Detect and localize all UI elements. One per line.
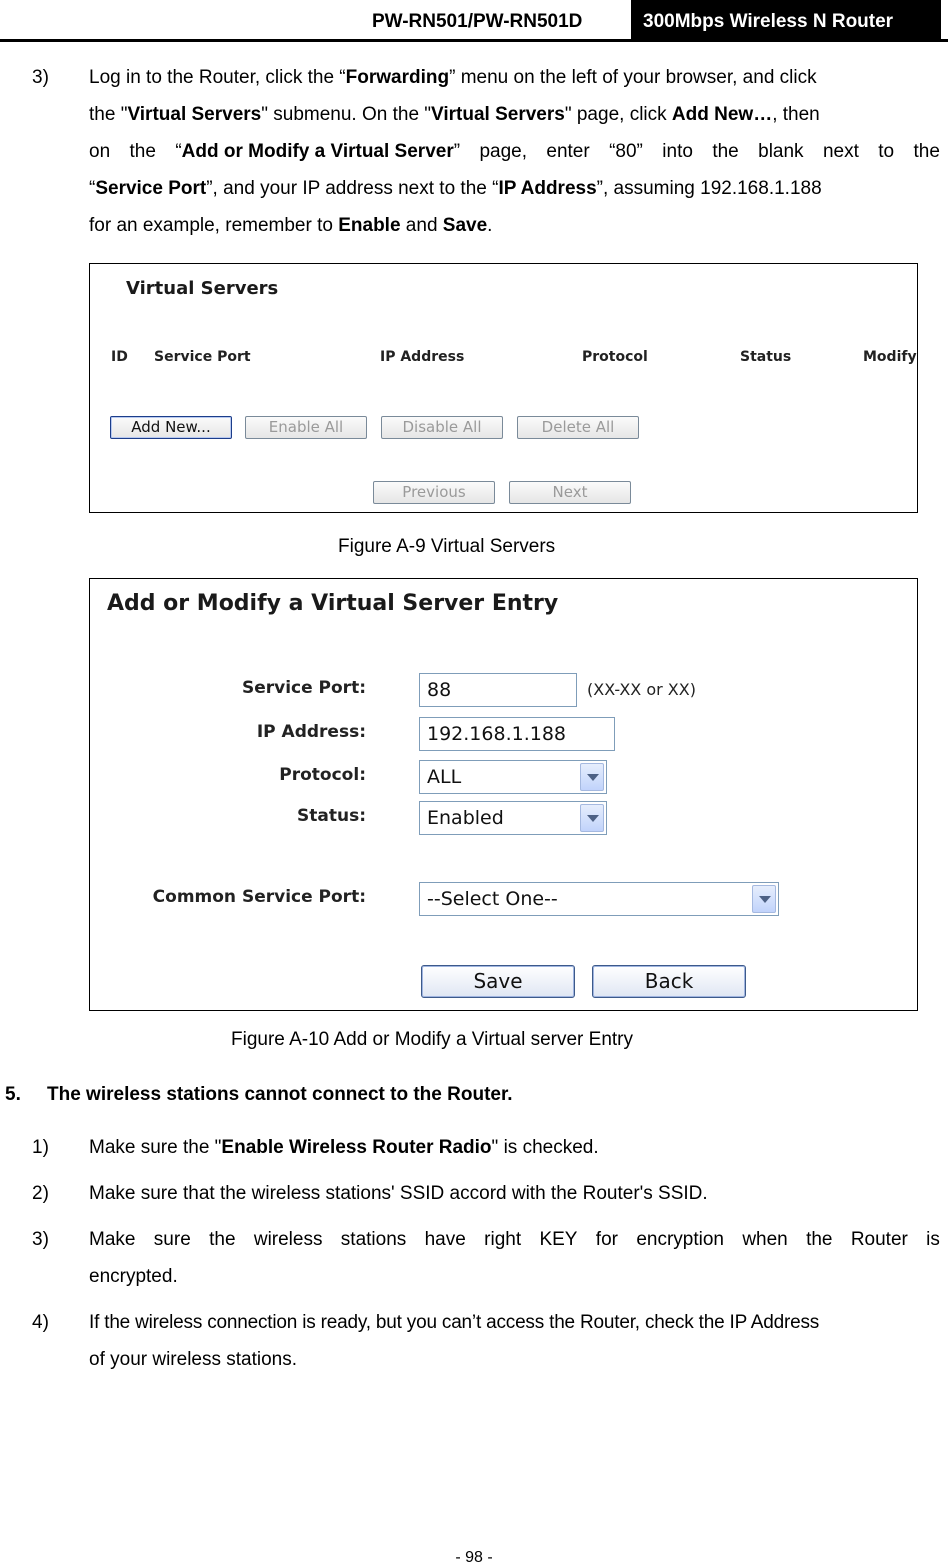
- figure9-caption: Figure A-9 Virtual Servers: [338, 536, 556, 557]
- service-port-label: Service Port:: [241, 678, 366, 698]
- item4-number: 4): [32, 1312, 49, 1333]
- item1-number: 1): [32, 1137, 49, 1158]
- status-select[interactable]: [419, 801, 607, 835]
- item3-number: 3): [32, 1229, 49, 1250]
- item2-text: Make sure that the wireless stations' SSID accord with the Router's SSID.: [89, 1183, 708, 1204]
- header-product: 300Mbps Wireless N Router: [643, 11, 894, 32]
- col-protocol: Protocol: [582, 349, 648, 365]
- figure-add-modify-entry: [89, 578, 918, 1011]
- enable-all-button[interactable]: Enable All: [245, 416, 367, 439]
- delete-all-button[interactable]: Delete All: [517, 416, 639, 439]
- step3-number: 3): [32, 67, 49, 88]
- step3-line3: on the “Add or Modify a Virtual Server” page, enter “80” into the blank next to the: [89, 141, 940, 162]
- service-port-input[interactable]: 88: [419, 673, 577, 707]
- back-button[interactable]: Back: [592, 965, 746, 998]
- protocol-label: Protocol:: [279, 765, 366, 785]
- col-status: Status: [740, 349, 792, 365]
- figure10-caption: Figure A-10 Add or Modify a Virtual server Entry: [231, 1029, 633, 1050]
- figure-virtual-servers: [89, 263, 918, 513]
- ip-address-label: IP Address:: [256, 722, 366, 742]
- item3-line1: Make sure the wireless stations have right KEY for encryption when the Router is: [89, 1229, 940, 1250]
- previous-button[interactable]: Previous: [373, 481, 495, 504]
- section5-number: 5.: [5, 1084, 21, 1105]
- common-service-port-label: Common Service Port:: [152, 887, 366, 907]
- chevron-down-icon[interactable]: [580, 763, 604, 791]
- common-service-port-select[interactable]: [419, 882, 779, 916]
- section5-title: The wireless stations cannot connect to the Router.: [47, 1084, 513, 1105]
- protocol-select[interactable]: [419, 760, 607, 794]
- service-port-hint: (XX-XX or XX): [587, 680, 696, 699]
- status-value: Enabled: [427, 807, 504, 829]
- chevron-down-icon[interactable]: [580, 804, 604, 832]
- page-header: [0, 0, 948, 44]
- step3-line1: Log in to the Router, click the “Forwarding” menu on the left of your browser, and click: [89, 67, 817, 88]
- col-ip-address: IP Address: [380, 349, 465, 365]
- page-number: - 98 -: [455, 1549, 493, 1566]
- header-model: PW-RN501/PW-RN501D: [372, 11, 583, 32]
- next-button[interactable]: Next: [509, 481, 631, 504]
- status-label: Status:: [297, 806, 366, 826]
- ip-address-input[interactable]: 192.168.1.188: [419, 717, 615, 751]
- disable-all-button[interactable]: Disable All: [381, 416, 503, 439]
- item4-line1: If the wireless connection is ready, but you can’t access the Router, check the IP Address: [89, 1312, 820, 1333]
- item4-line2: of your wireless stations.: [89, 1349, 298, 1370]
- common-service-port-value: --Select One--: [427, 888, 558, 910]
- item3-line2: encrypted.: [89, 1266, 178, 1287]
- col-service-port: Service Port: [154, 349, 251, 365]
- step3-line4: “Service Port”, and your IP address next to the “IP Address”, assuming 192.168.1.188: [89, 178, 822, 199]
- item1-text: Make sure the "Enable Wireless Router Radio" is checked.: [89, 1137, 599, 1158]
- step3-line5: for an example, remember to Enable and Save.: [89, 215, 493, 236]
- virtual-servers-title: Virtual Servers: [126, 278, 279, 299]
- add-new-button[interactable]: Add New...: [110, 416, 232, 439]
- chevron-down-icon[interactable]: [752, 885, 776, 913]
- step3-line2: the "Virtual Servers" submenu. On the "Virtual Servers" page, click Add New…, then: [89, 104, 820, 125]
- add-modify-title: Add or Modify a Virtual Server Entry: [107, 591, 559, 616]
- item2-number: 2): [32, 1183, 49, 1204]
- protocol-value: ALL: [427, 766, 462, 788]
- col-modify: Modify: [863, 349, 917, 365]
- save-button[interactable]: Save: [421, 965, 575, 998]
- col-id: ID: [111, 349, 128, 365]
- header-rule: [0, 39, 948, 42]
